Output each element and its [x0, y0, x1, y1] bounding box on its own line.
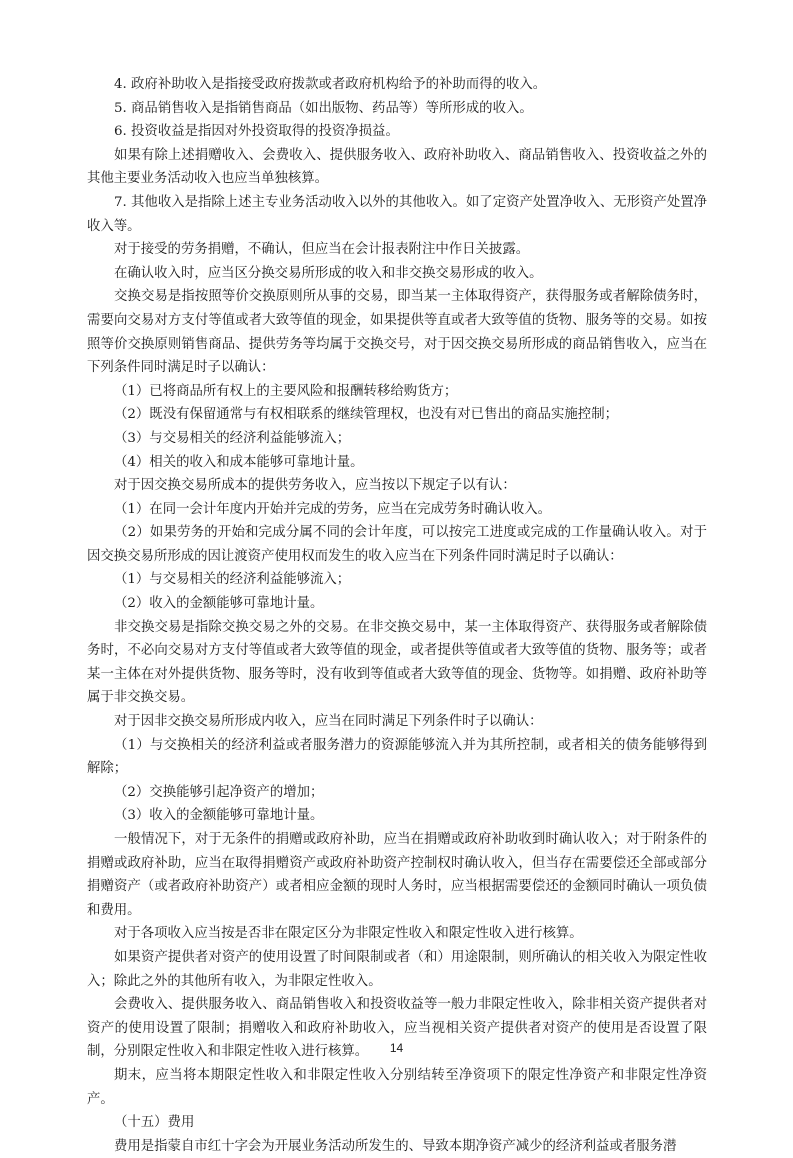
list-item: （4）相关的收入和成本能够可靠地计量。: [114, 454, 364, 470]
list-item: （3）与交易相关的经济利益能够流入；: [114, 430, 351, 446]
page-number: 14: [389, 1041, 404, 1055]
paragraph: 会费收入、提供服务收入、商品销售收入和投资收益等一般力非限定性收入，除非相关资产提供者对资产的使用设置了限制；捐赠收入和政府补助收入，应当视相关资产提供者对资产的使用是否设置了限制，分别限定性收入和非限定性收入进行核算。: [87, 997, 707, 1060]
list-item: （2）既没有保留通常与有权相联系的继续管理权，也没有对已售出的商品实施控制；: [114, 407, 618, 423]
paragraph: 6. 投资收益是指因对外投资取得的投资净损益。: [114, 124, 399, 140]
paragraph: 如果资产提供者对资产的使用设置了时间限制或者（和）用途限制，则所确认的相关收入为限定性收入；除此之外的其他所有收入，为非限定性收入。: [87, 949, 707, 989]
paragraph: 对于因交换交易所成本的提供劳务收入，应当按以下规定子以有认：: [114, 478, 516, 494]
paragraph: 期末，应当将本期限定性收入和非限定性收入分别结转至净资项下的限定性净资产和非限定性净资产。: [87, 1067, 707, 1107]
paragraph: 交换交易是指按照等价交换原则所从事的交易，即当某一主体取得资产，获得服务或者解除债务时，需要向交易对方支付等值或者大致等值的现金，如果提供等直或者大致等值的货物、服务等的交易。如按照等价交换原则销售商品、提供劳务等均属于交换交号，对于因交换交易所形成的商品销售收入，应当在下列条件同时满足时子以确认：: [87, 289, 707, 376]
list-item: （1）与交易相关的经济利益能够流入；: [114, 572, 351, 588]
paragraph: 一般情况下，对于无条件的捐赠或政府补助，应当在捐赠或政府补助收到时确认收入；对于附条件的捐赠或政府补助，应当在取得捐赠资产或政府补助资产控制权时确认收入，但当存在需要偿还全部或部分捐赠资产（或者政府补助资产）或者相应金额的现时人务时，应当根据需要偿还的金额同时确认一项负债和费用。: [87, 832, 707, 918]
paragraph: 5. 商品销售收入是指销售商品（如出版物、药品等）等所形成的收入。: [114, 100, 533, 116]
list-item: （2）收入的金额能够可靠地计量。: [114, 596, 324, 612]
paragraph: 7. 其他收入是指除上述主专业务活动收入以外的其他收入。如了定资产处置净收入、无形资产处置净收入等。: [87, 194, 707, 234]
paragraph: 费用是指蒙自市红十字会为开展业务活动所发生的、导致本期净资产减少的经济利益或者服务潜: [114, 1138, 677, 1154]
list-item: （1）与交换相关的经济利益或者服务潜力的资源能够流入并为其所控制，或者相关的债务能够得到解除；: [87, 737, 707, 777]
paragraph: 对于各项收入应当按是否非在限定区分为非限定性收入和限定性收入进行核算。: [114, 926, 583, 942]
document-body: [87, 73, 707, 1158]
paragraph: 非交换交易是指除交换交易之外的交易。在非交换交易中，某一主体取得资产、获得服务或者解除债务时，不必向交易对方支付等值或者大致等值的现金，或者提供等值或者大致等值的货物、服务等；或者某一主体在对外提供货物、服务等时，没有收到等值或者大致等值的现金、货物等。如捐赠、政府补助等属于非交换交易。: [87, 619, 707, 706]
list-item: （2）如果劳务的开始和完成分属不同的会计年度，可以按完工进度或完成的工作量确认收入。对于因交换交易所形成的因让渡资产使用权而发生的收入应当在下列条件同时满足时子以确认：: [87, 525, 707, 564]
paragraph: 如果有除上述捐赠收入、会费收入、提供服务收入、政府补助收入、商品销售收入、投资收益之外的其他主要业务活动收入也应当单独核算。: [87, 147, 707, 187]
paragraph: 在确认收入时，应当区分换交易所形成的收入和非交换交易形成的收入。: [114, 265, 543, 281]
paragraph: 对于因非交换交易所形成内收入，应当在同时满足下列条件时子以确认：: [114, 714, 543, 730]
section-heading: （十五）费用: [114, 1115, 195, 1131]
paragraph: 4. 政府补助收入是指接受政府拨款或者政府机构给予的补助而得的收入。: [114, 77, 547, 92]
list-item: （2）交换能够引起净资产的增加；: [114, 784, 324, 800]
list-item: （1）已将商品所有权上的主要风险和报酬转移给购货方；: [114, 383, 458, 399]
list-item: （3）收入的金额能够可靠地计量。: [114, 808, 324, 824]
paragraph: 对于接受的劳务捐赠，不确认，但应当在会计报表附注中作日关披露。: [114, 242, 530, 258]
list-item: （1）在同一会计年度内开始并完成的劳务，应当在完成劳务时确认收入。: [114, 501, 552, 517]
